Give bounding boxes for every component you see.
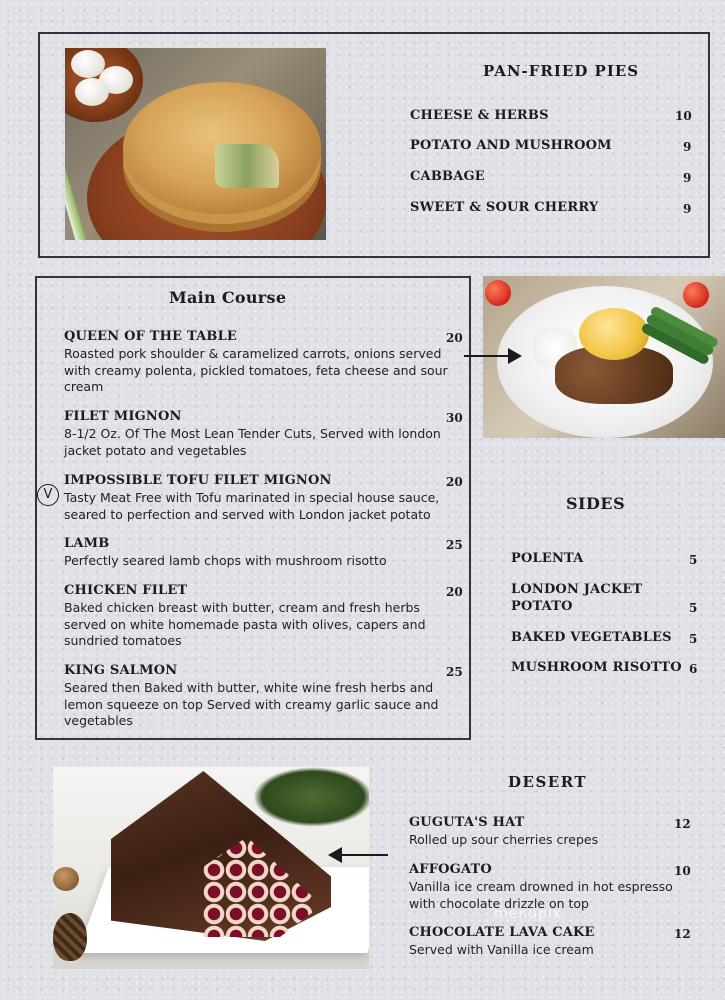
- main-item-description: 8-1/2 Oz. Of The Most Lean Tender Cuts, Served with london jacket potato and vegetables: [64, 426, 441, 458]
- polenta-shape: [579, 308, 649, 360]
- desert-item-description: Served with Vanilla ice cream: [409, 942, 594, 957]
- side-item-price: 5: [689, 553, 698, 567]
- side-item-name: BAKED VEGETABLES: [511, 630, 672, 645]
- desert-item-name: CHOCOLATE LAVA CAKE: [409, 925, 595, 940]
- main-item-price: 20: [446, 331, 463, 345]
- pie-slice-shape: [215, 144, 279, 188]
- desert-item-description: Rolled up sour cherries crepes: [409, 832, 599, 847]
- pie-item-price: 9: [683, 202, 692, 216]
- side-item-price: 5: [689, 632, 698, 646]
- side-item-price: 5: [689, 601, 698, 615]
- vegetarian-icon: V: [37, 484, 59, 506]
- side-item-name: LONDON JACKET: [511, 582, 643, 597]
- pie-item-price: 9: [683, 140, 692, 154]
- pie-item-name: POTATO AND MUSHROOM: [410, 138, 612, 153]
- main-course-title: Main Course: [169, 288, 287, 307]
- tomato-shape: [683, 282, 709, 308]
- main-item-description: Perfectly seared lamb chops with mushroom risotto: [64, 553, 387, 568]
- main-item-name: LAMB: [64, 536, 110, 551]
- walnut-shape: [53, 867, 79, 891]
- main-item-price: 25: [446, 665, 463, 679]
- desert-item-price: 10: [674, 864, 691, 878]
- main-item-description: Roasted pork shoulder & caramelized carrots, onions served with creamy polenta, pickled tomatoes, feta cheese and sour cream: [64, 346, 448, 394]
- watermark: menupix: [494, 906, 563, 922]
- main-item-price: 20: [446, 585, 463, 599]
- pan-fried-pie-photo: [65, 48, 326, 240]
- green-onion-shape: [65, 158, 87, 240]
- desert-item-price: 12: [674, 817, 691, 831]
- side-item-name-line2: POTATO: [511, 599, 573, 614]
- desert-cake-photo: [53, 767, 369, 969]
- pine-cone-shape: [53, 913, 87, 961]
- pie-item-name: CHEESE & HERBS: [410, 108, 549, 123]
- main-item-description: Tasty Meat Free with Tofu marinated in special house sauce, seared to perfection and served with London jacket potato: [64, 490, 440, 522]
- pie-item-price: 9: [683, 171, 692, 185]
- desert-item-name: GUGUTA'S HAT: [409, 815, 525, 830]
- desert-item-description: Vanilla ice cream drowned in hot espresso with chocolate drizzle on top: [409, 879, 673, 911]
- main-item-description: Baked chicken breast with butter, cream and fresh herbs served on white homemade pasta with olives, capers and sundried tomatoes: [64, 600, 426, 648]
- main-item-description: Seared then Baked with butter, white wine fresh herbs and lemon squeeze on top Served with creamy garlic sauce and vegetables: [64, 680, 439, 728]
- arrow-right-icon: [464, 355, 520, 357]
- main-item-price: 20: [446, 475, 463, 489]
- pie-item-price: 10: [675, 109, 692, 123]
- side-item-price: 6: [689, 662, 698, 676]
- sides-title: SIDES: [566, 494, 626, 513]
- pie-item-name: SWEET & SOUR CHERRY: [410, 200, 599, 215]
- main-item-name: FILET MIGNON: [64, 409, 182, 424]
- egg-shape: [75, 78, 109, 106]
- main-item-name: IMPOSSIBLE TOFU FILET MIGNON: [64, 473, 332, 488]
- tomato-shape: [485, 280, 511, 306]
- side-item-name: MUSHROOM RISOTTO: [511, 660, 682, 675]
- main-item-price: 25: [446, 538, 463, 552]
- main-item-name: QUEEN OF THE TABLE: [64, 329, 238, 344]
- pine-branch-shape: [253, 767, 369, 827]
- main-item-name: CHICKEN FILET: [64, 583, 188, 598]
- main-item-name: KING SALMON: [64, 663, 178, 678]
- arrow-left-icon: [330, 854, 388, 856]
- pie-item-name: CABBAGE: [410, 169, 485, 184]
- desert-title: DESERT: [508, 773, 588, 791]
- desert-item-price: 12: [674, 927, 691, 941]
- side-item-name: POLENTA: [511, 551, 584, 566]
- pan-fried-pies-title: PAN-FRIED PIES: [483, 62, 640, 80]
- main-item-price: 30: [446, 411, 463, 425]
- desert-item-name: AFFOGATO: [409, 862, 492, 877]
